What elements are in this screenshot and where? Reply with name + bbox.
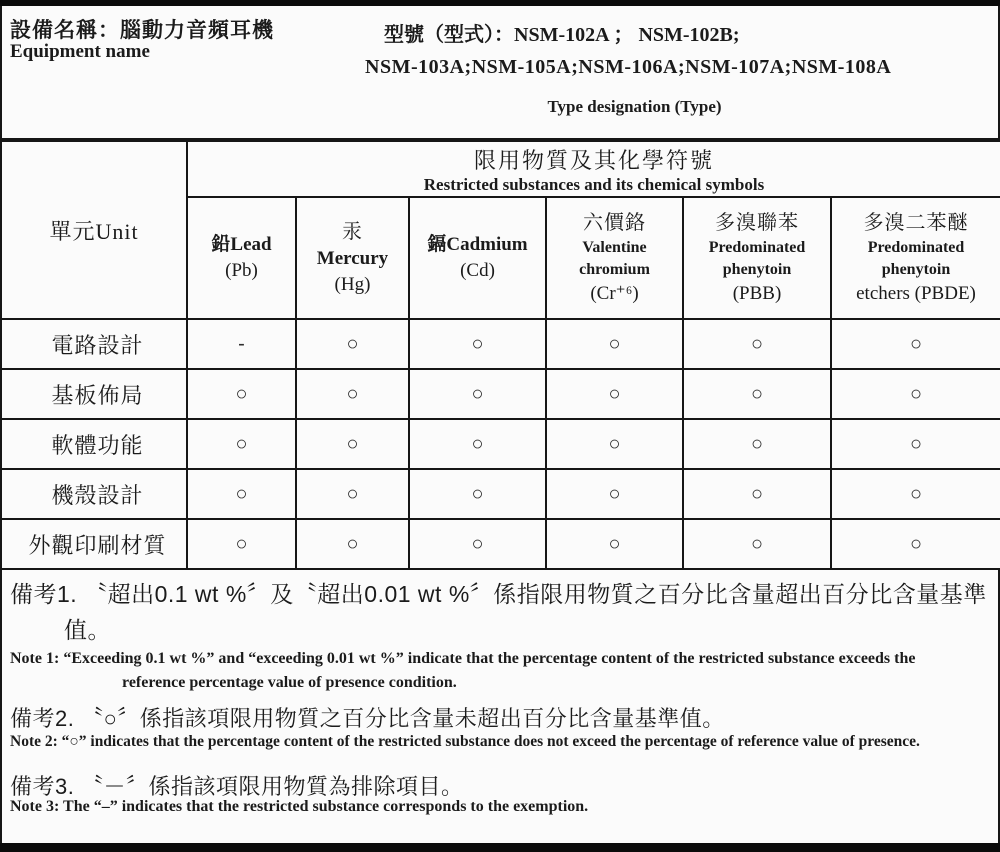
column-header-line: Predominated [708, 238, 806, 256]
value-cell: ○ [187, 519, 296, 569]
row-label: 基板佈局 [1, 369, 187, 419]
value-cell: ○ [296, 469, 409, 519]
value-cell: ○ [546, 419, 683, 469]
column-header-pbde [831, 197, 1000, 319]
value-cell: ○ [831, 369, 1000, 419]
column-header-line: (Cd) [460, 260, 495, 281]
row-label: 機殼設計 [1, 469, 187, 519]
equipment-name-en: Equipment name [10, 41, 150, 62]
value-cell: ○ [546, 469, 683, 519]
value-cell: ○ [187, 369, 296, 419]
note-1-en-line2: reference percentage value of presence condition. [122, 674, 457, 691]
note-1-zh-line2: 值。 [64, 617, 111, 643]
group-header-en: Restricted substances and its chemical symbols [423, 174, 765, 194]
table-row [1, 419, 1000, 469]
value-cell: ○ [683, 519, 831, 569]
table-row [1, 519, 1000, 569]
value-cell: ○ [831, 519, 1000, 569]
group-header-zh: 限用物質及其化學符號 [473, 147, 714, 173]
column-header-line: 多溴二苯醚 [863, 211, 969, 234]
column-header-line: 鎘Cadmium [427, 234, 528, 255]
column-header-line: Valentine [582, 238, 647, 256]
column-header-line: (Pb) [225, 260, 258, 281]
value-cell: ○ [546, 369, 683, 419]
value-cell: ○ [296, 519, 409, 569]
value-cell: ○ [831, 469, 1000, 519]
value-cell: ○ [831, 419, 1000, 469]
column-header-line: phenytoin [722, 260, 792, 278]
value-cell: ○ [683, 369, 831, 419]
table-row [1, 369, 1000, 419]
note-2-en: Note 2: “○” indicates that the percentage content of the restricted substance does not exceed the percentage of reference value of presence. [10, 733, 920, 750]
column-header-line: 六價鉻 [583, 211, 646, 234]
column-header-line: etchers (PBDE) [856, 282, 976, 304]
column-header-line: 汞 [342, 220, 363, 243]
row-label: 電路設計 [1, 319, 187, 369]
equipment-info-header [0, 6, 1000, 140]
column-header-line: Predominated [867, 238, 965, 256]
scan-edge-bottom [0, 843, 1000, 852]
value-cell: ○ [683, 319, 831, 369]
column-header-line: Mercury [316, 247, 389, 269]
unit-header-cell: 單元Unit [1, 141, 187, 319]
value-cell: ○ [296, 369, 409, 419]
value-cell: ○ [409, 419, 546, 469]
column-header-cadmium [409, 197, 546, 319]
value-cell: ○ [187, 469, 296, 519]
value-cell: ○ [187, 419, 296, 469]
column-header-line: 鉛Lead [211, 234, 272, 255]
value-cell: ○ [296, 419, 409, 469]
row-label: 外觀印刷材質 [1, 519, 187, 569]
column-header-lead [187, 197, 296, 319]
note-1-en-line1: Note 1: “Exceeding 0.1 wt %” and “exceeding 0.01 wt %” indicate that the percentage content of the restricted substance exceeds the [10, 650, 916, 667]
value-cell: ○ [546, 519, 683, 569]
restricted-substances-table [0, 140, 1000, 570]
value-cell: ○ [831, 319, 1000, 369]
value-cell: - [187, 319, 296, 369]
value-cell: ○ [683, 419, 831, 469]
value-cell: ○ [296, 319, 409, 369]
column-header-chromium [546, 197, 683, 319]
model-numbers-line2: NSM-103A;NSM-105A;NSM-106A;NSM-107A;NSM-108A [365, 56, 892, 78]
table-row [1, 319, 1000, 369]
column-header-line: (PBB) [732, 282, 782, 304]
note-1-zh-line1: 備考1. 〝超出0.1 wt %〞及〝超出0.01 wt %〞係指限用物質之百分比含量超出百分比含量基準 [10, 581, 987, 607]
note-3-zh: 備考3. 〝－〞係指該項限用物質為排除項目。 [10, 774, 464, 799]
column-header-mercury [296, 197, 409, 319]
notes-section [0, 568, 1000, 844]
model-numbers-line1: 型號（型式）：NSM-102A ； NSM-102B; [384, 24, 740, 46]
type-designation-label: Type designation (Type) [547, 97, 722, 116]
value-cell: ○ [409, 369, 546, 419]
column-header-line: (Hg) [334, 273, 371, 295]
note-3-en: Note 3: The “–” indicates that the restricted substance corresponds to the exemption. [10, 798, 589, 815]
value-cell: ○ [409, 319, 546, 369]
column-header-line: 多溴聯苯 [715, 211, 799, 234]
equipment-name-zh: 設備名稱：腦動力音頻耳機 [10, 19, 274, 42]
table-row [1, 469, 1000, 519]
group-header-cell [187, 141, 1000, 197]
value-cell: ○ [546, 319, 683, 369]
column-header-line: phenytoin [881, 260, 951, 278]
row-label: 軟體功能 [1, 419, 187, 469]
value-cell: ○ [409, 469, 546, 519]
column-header-line: (Cr⁺⁶) [590, 282, 639, 304]
column-header-pbb [683, 197, 831, 319]
value-cell: ○ [409, 519, 546, 569]
note-2-zh: 備考2. 〝○〞係指該項限用物質之百分比含量未超出百分比含量基準值。 [10, 706, 725, 731]
column-header-line: chromium [579, 260, 650, 278]
value-cell: ○ [683, 469, 831, 519]
